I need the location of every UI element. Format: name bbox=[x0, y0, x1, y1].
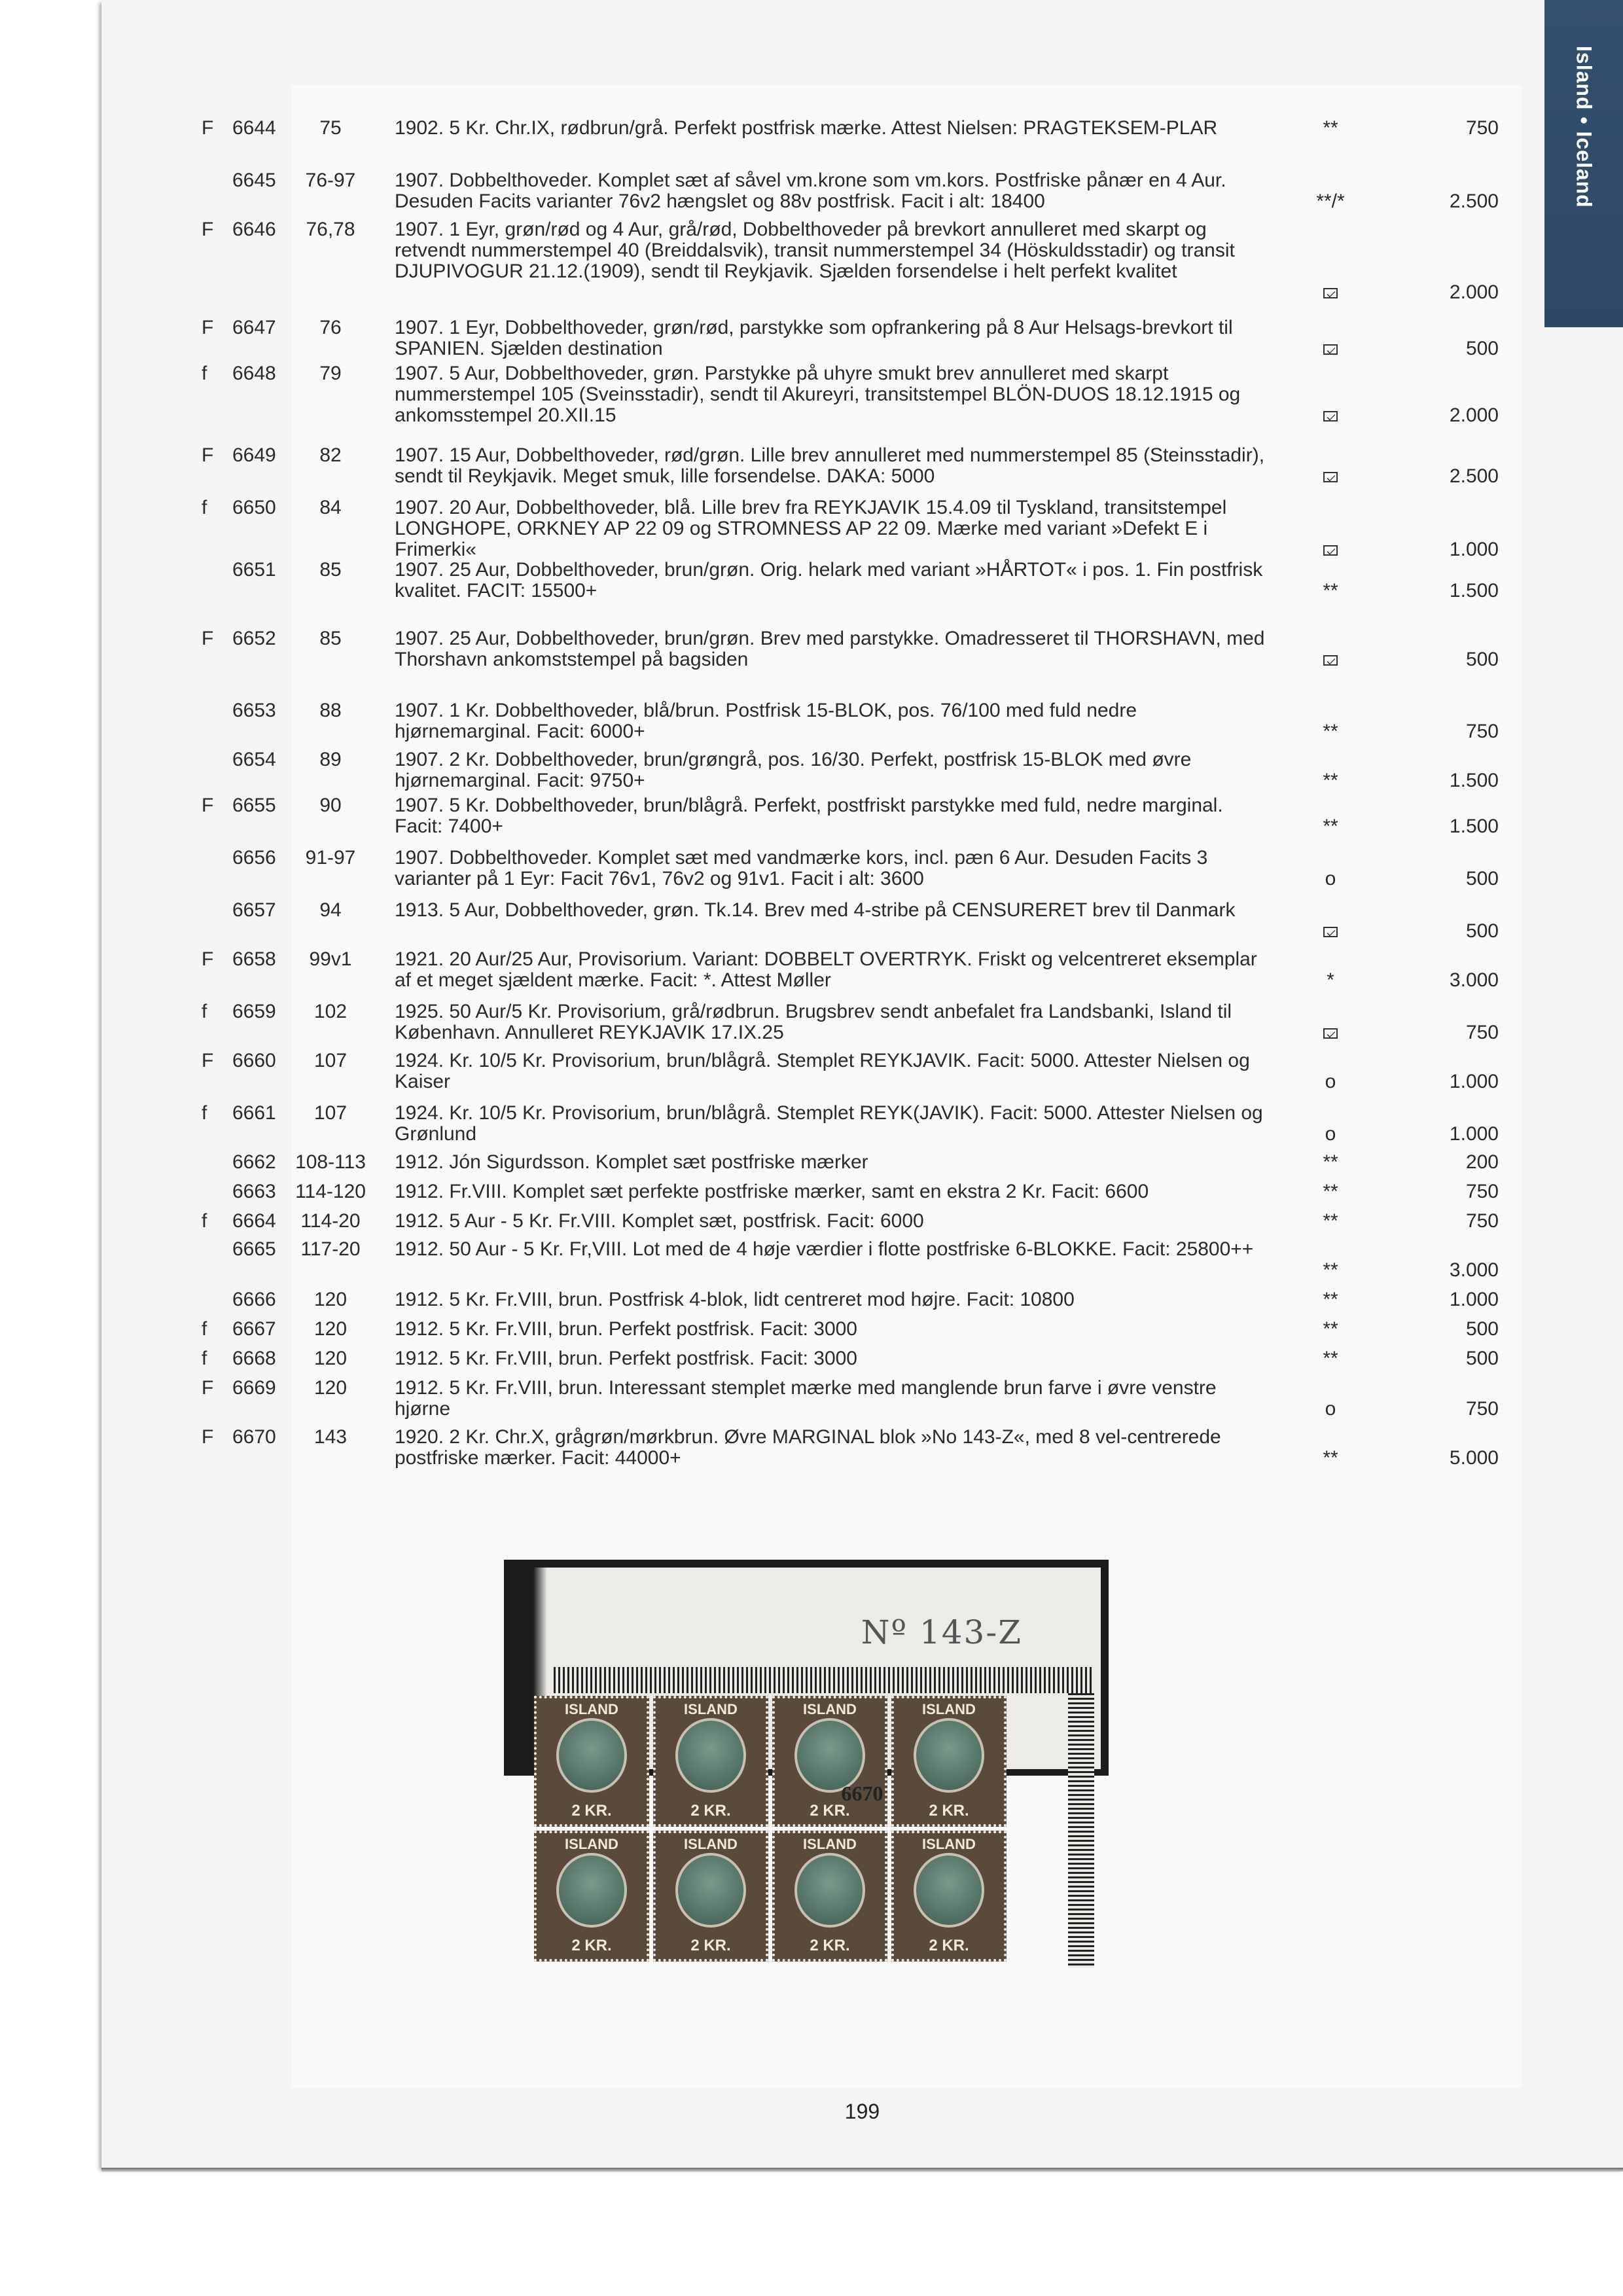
condition-mark: ** bbox=[1323, 1151, 1338, 1173]
lot-description: 1907. 20 Aur, Dobbelthoveder, blå. Lille brev fra REYKJAVIK 15.4.09 til Tyskland, transitstempel LONGHOPE, ORKNEY AP 22 09 og STROMNESS AP 22 09. Mærke med variant »Defekt E i Frimerki« bbox=[395, 497, 1227, 560]
catalog-number: 85 bbox=[319, 559, 342, 581]
lot-description: 1907. 5 Aur, Dobbelthoveder, grøn. Parstykke på uhyre smukt brev annulleret med skarpt nummerstempel 105 (Sveinsstadir), sendt til Akureyri, transitstempel BLÖN-DUOS 18.12.1915 og ankomsstempel 20.XII.15 bbox=[395, 363, 1241, 426]
lot-number: 6650 bbox=[232, 497, 276, 518]
lot-number: 6645 bbox=[232, 170, 276, 191]
margin-bars-right bbox=[1068, 1693, 1094, 1968]
sheet-number: Nº 143-Z bbox=[861, 1613, 1022, 1651]
lot-price: 2.000 bbox=[1449, 404, 1499, 426]
lot-number: 6668 bbox=[232, 1348, 276, 1369]
lot-flag: F bbox=[202, 1050, 214, 1071]
lot-price: 2.500 bbox=[1449, 465, 1499, 487]
lot-price: 200 bbox=[1465, 1151, 1499, 1173]
lot-price: 750 bbox=[1465, 1181, 1499, 1202]
margin-bars-top bbox=[554, 1667, 1094, 1693]
condition-mark: ** bbox=[1323, 1348, 1338, 1369]
lot-price: 3.000 bbox=[1449, 969, 1499, 991]
envelope-icon bbox=[1291, 405, 1370, 426]
stamp-value: 2 KR. bbox=[690, 1802, 731, 1820]
condition-mark: o bbox=[1325, 868, 1336, 889]
catalog-number: 88 bbox=[319, 700, 342, 721]
condition-mark: ** bbox=[1323, 1181, 1338, 1202]
lot-number: 6660 bbox=[232, 1050, 276, 1071]
stamp-country: ISLAND bbox=[684, 1836, 738, 1852]
lot-flag: f bbox=[202, 1102, 207, 1124]
lot-description: 1912. 50 Aur - 5 Kr. Fr,VIII. Lot med de 4 høje værdier i flotte postfriske 6-BLOKKE. Facit: 25800++ bbox=[395, 1238, 1254, 1260]
condition-mark: ** bbox=[1323, 816, 1338, 837]
lot-price: 1.000 bbox=[1449, 1123, 1499, 1145]
portrait-icon bbox=[794, 1853, 865, 1928]
lot-number: 6652 bbox=[232, 628, 276, 649]
stamp-country: ISLAND bbox=[565, 1836, 618, 1852]
lot-number: 6644 bbox=[232, 117, 276, 139]
catalog-number: 102 bbox=[313, 1001, 348, 1022]
lot-description: 1921. 20 Aur/25 Aur, Provisorium. Variant: DOBBELT OVERTRYK. Friskt og velcentreret eksemplar af et meget sjældent mærke. Facit: *. Attest Møller bbox=[395, 948, 1257, 991]
lot-number: 6656 bbox=[232, 847, 276, 869]
condition-mark: ** bbox=[1323, 1259, 1338, 1281]
lot-price: 1.500 bbox=[1449, 770, 1499, 791]
catalog-number: 108-113 bbox=[295, 1151, 366, 1173]
catalog-number: 76,78 bbox=[306, 219, 355, 240]
stamp-country: ISLAND bbox=[803, 1836, 857, 1852]
lot-number: 6653 bbox=[232, 700, 276, 721]
lot-description: 1907. 1 Eyr, grøn/rød og 4 Aur, grå/rød, Dobbelthoveder på brevkort annulleret med skarpt og retvendt nummerstempel 40 (Breiddalsvik), transit nummerstempel 34 (Höskuldsstadir) og transit DJUPIVOGUR 21.12.(1909), sendt til Reykjavik. Sjælden forsendelse i helt perfekt kvalitet bbox=[395, 219, 1235, 282]
lot-description: 1907. 25 Aur, Dobbelthoveder, brun/grøn. Brev med parstykke. Omadresseret til THORSHAVN, med Thorshavn ankomststempel på bagsiden bbox=[395, 628, 1265, 670]
lot-description: 1907. 1 Kr. Dobbelthoveder, blå/brun. Postfrisk 15-BLOK, pos. 76/100 med fuld nedre hjørnemarginal. Facit: 6000+ bbox=[395, 700, 1137, 742]
catalog-number: 76 bbox=[319, 317, 342, 338]
lot-flag: F bbox=[202, 317, 214, 338]
lot-description: 1912. 5 Kr. Fr.VIII, brun. Perfekt postfrisk. Facit: 3000 bbox=[395, 1318, 857, 1340]
lot-price: 500 bbox=[1465, 1318, 1499, 1340]
stamp bbox=[653, 1831, 768, 1962]
portrait-icon bbox=[556, 1853, 627, 1928]
lot-description: 1907. 2 Kr. Dobbelthoveder, brun/grøngrå, pos. 16/30. Perfekt, postfrisk 15-BLOK med øvre hjørnemarginal. Facit: 9750+ bbox=[395, 749, 1192, 791]
catalog-number: 85 bbox=[319, 628, 342, 649]
lot-price: 5.000 bbox=[1449, 1447, 1499, 1469]
stamp-value: 2 KR. bbox=[929, 1802, 969, 1820]
catalog-number: 94 bbox=[319, 899, 342, 921]
lot-number: 6651 bbox=[232, 559, 276, 581]
lot-description: 1912. Fr.VIII. Komplet sæt perfekte postfriske mærker, samt en ekstra 2 Kr. Facit: 6600 bbox=[395, 1181, 1149, 1202]
catalog-number: 79 bbox=[319, 363, 342, 384]
envelope-icon bbox=[1291, 338, 1370, 359]
section-tab bbox=[1544, 0, 1623, 327]
stamp-country: ISLAND bbox=[684, 1701, 738, 1717]
catalog-number: 114-120 bbox=[295, 1181, 366, 1202]
lot-description: 1907. 25 Aur, Dobbelthoveder, brun/grøn. Orig. helark med variant »HÅRTOT« i pos. 1. Fin postfrisk kvalitet. FACIT: 15500+ bbox=[395, 559, 1263, 601]
lot-description: 1912. 5 Kr. Fr.VIII, brun. Perfekt postfrisk. Facit: 3000 bbox=[395, 1348, 857, 1369]
condition-mark: **/* bbox=[1316, 190, 1345, 212]
lot-number: 6657 bbox=[232, 899, 276, 921]
condition-mark: * bbox=[1327, 969, 1334, 991]
lot-number: 6649 bbox=[232, 444, 276, 466]
lot-number: 6670 bbox=[232, 1426, 276, 1448]
stamp-value: 2 KR. bbox=[810, 1937, 850, 1954]
envelope-icon bbox=[1291, 649, 1370, 670]
stamp bbox=[891, 1696, 1007, 1827]
catalog-number: 143 bbox=[313, 1426, 348, 1448]
lot-price: 500 bbox=[1465, 1348, 1499, 1369]
lot-description: 1912. 5 Kr. Fr.VIII, brun. Postfrisk 4-blok, lidt centreret mod højre. Facit: 10800 bbox=[395, 1289, 1075, 1310]
lot-flag: F bbox=[202, 1377, 214, 1399]
lot-number: 6662 bbox=[232, 1151, 276, 1173]
stamp-country: ISLAND bbox=[922, 1701, 976, 1717]
catalog-number: 107 bbox=[313, 1050, 348, 1071]
stamp-country: ISLAND bbox=[565, 1701, 618, 1717]
lot-flag: f bbox=[202, 1001, 207, 1022]
stamp-value: 2 KR. bbox=[810, 1802, 850, 1820]
catalog-number: 89 bbox=[319, 749, 342, 770]
stamp-value: 2 KR. bbox=[929, 1937, 969, 1954]
condition-mark: ** bbox=[1323, 1289, 1338, 1310]
catalog-number: 84 bbox=[319, 497, 342, 518]
condition-mark: ** bbox=[1323, 1210, 1338, 1232]
lot-price: 500 bbox=[1465, 920, 1499, 942]
lot-number: 6667 bbox=[232, 1318, 276, 1340]
lot-price: 750 bbox=[1465, 1022, 1499, 1043]
catalog-number: 117-20 bbox=[300, 1238, 361, 1260]
envelope-icon bbox=[1291, 921, 1370, 942]
portrait-icon bbox=[914, 1853, 984, 1928]
envelope-icon bbox=[1291, 1022, 1370, 1043]
lot-flag: F bbox=[202, 795, 214, 816]
envelope-icon bbox=[1291, 282, 1370, 303]
catalog-number: 107 bbox=[313, 1102, 348, 1124]
envelope-icon bbox=[1291, 466, 1370, 487]
lot-number: 6647 bbox=[232, 317, 276, 338]
stamp bbox=[891, 1831, 1007, 1962]
lot-flag: f bbox=[202, 363, 207, 384]
lot-price: 750 bbox=[1465, 1210, 1499, 1232]
catalog-number: 90 bbox=[319, 795, 342, 816]
stamp-value: 2 KR. bbox=[571, 1802, 612, 1820]
lot-description: 1920. 2 Kr. Chr.X, grågrøn/mørkbrun. Øvre MARGINAL blok »No 143-Z«, med 8 vel-centrerede postfriske mærker. Facit: 44000+ bbox=[395, 1426, 1221, 1469]
lot-description: 1913. 5 Aur, Dobbelthoveder, grøn. Tk.14. Brev med 4-stribe på CENSURERET brev til Danmark bbox=[395, 899, 1236, 921]
lot-price: 1.000 bbox=[1449, 1289, 1499, 1310]
page-number: 199 bbox=[844, 2100, 880, 2123]
catalog-number: 120 bbox=[313, 1289, 348, 1310]
lot-number: 6646 bbox=[232, 219, 276, 240]
condition-mark: ** bbox=[1323, 1447, 1338, 1469]
catalog-number: 76-97 bbox=[305, 170, 356, 191]
lot-number: 6664 bbox=[232, 1210, 276, 1232]
lot-number: 6661 bbox=[232, 1102, 276, 1124]
catalog-number: 120 bbox=[313, 1377, 348, 1399]
lot-price: 750 bbox=[1465, 721, 1499, 742]
lot-number: 6666 bbox=[232, 1289, 276, 1310]
stamp-country: ISLAND bbox=[922, 1836, 976, 1852]
catalog-number: 114-20 bbox=[300, 1210, 361, 1232]
lot-description: 1907. Dobbelthoveder. Komplet sæt af såvel vm.krone som vm.kors. Postfriske pånær en 4 Aur. Desuden Facits varianter 76v2 hængslet og 88v postfrisk. Facit i alt: 18400 bbox=[395, 170, 1226, 212]
lot-price: 3.000 bbox=[1449, 1259, 1499, 1281]
catalog-number: 91-97 bbox=[305, 847, 356, 869]
condition-mark: o bbox=[1325, 1398, 1336, 1420]
lot-flag: f bbox=[202, 1210, 207, 1232]
lot-price: 500 bbox=[1465, 338, 1499, 359]
envelope-icon bbox=[1291, 539, 1370, 560]
lot-price: 2.000 bbox=[1449, 281, 1499, 303]
portrait-icon bbox=[675, 1853, 746, 1928]
lot-flag: f bbox=[202, 1348, 207, 1369]
lot-number: 6659 bbox=[232, 1001, 276, 1022]
lot-description: 1924. Kr. 10/5 Kr. Provisorium, brun/blågrå. Stemplet REYK(JAVIK). Facit: 5000. Attester Nielsen og Grønlund bbox=[395, 1102, 1263, 1145]
lot-price: 1.500 bbox=[1449, 580, 1499, 601]
lot-price: 500 bbox=[1465, 649, 1499, 670]
lot-price: 2.500 bbox=[1449, 190, 1499, 212]
lot-description: 1924. Kr. 10/5 Kr. Provisorium, brun/blågrå. Stemplet REYKJAVIK. Facit: 5000. Attester Nielsen og Kaiser bbox=[395, 1050, 1250, 1092]
lot-number: 6658 bbox=[232, 948, 276, 970]
stamp-country: ISLAND bbox=[803, 1701, 857, 1717]
condition-mark: ** bbox=[1323, 721, 1338, 742]
lot-description: 1907. 5 Kr. Dobbelthoveder, brun/blågrå. Perfekt, postfriskt parstykke med fuld, nedre marginal. Facit: 7400+ bbox=[395, 795, 1223, 837]
condition-mark: ** bbox=[1323, 770, 1338, 791]
lot-flag: F bbox=[202, 219, 214, 240]
lot-description: 1912. Jón Sigurdsson. Komplet sæt postfriske mærker bbox=[395, 1151, 868, 1173]
section-tab-label: Island • Iceland bbox=[1572, 46, 1596, 208]
condition-mark: o bbox=[1325, 1071, 1336, 1092]
stamp bbox=[653, 1696, 768, 1827]
catalog-page bbox=[101, 0, 1623, 2168]
lot-flag: F bbox=[202, 444, 214, 466]
lot-flag: f bbox=[202, 1318, 207, 1340]
figure-caption: 6670 bbox=[841, 1782, 883, 1805]
condition-mark: o bbox=[1325, 1123, 1336, 1145]
condition-mark: ** bbox=[1323, 117, 1338, 139]
catalog-number: 120 bbox=[313, 1318, 348, 1340]
lot-number: 6648 bbox=[232, 363, 276, 384]
stamp-value: 2 KR. bbox=[571, 1937, 612, 1954]
lot-description: 1907. Dobbelthoveder. Komplet sæt med vandmærke kors, incl. pæn 6 Aur. Desuden Facits 3 varianter på 1 Eyr: Facit 76v1, 76v2 og 91v1. Facit i alt: 3600 bbox=[395, 847, 1208, 889]
lot-flag: f bbox=[202, 497, 207, 518]
condition-mark: ** bbox=[1323, 1318, 1338, 1340]
lot-price: 750 bbox=[1465, 117, 1499, 139]
condition-mark: ** bbox=[1323, 580, 1338, 601]
catalog-number: 99v1 bbox=[309, 948, 352, 970]
lot-description: 1912. 5 Aur - 5 Kr. Fr.VIII. Komplet sæt, postfrisk. Facit: 6000 bbox=[395, 1210, 924, 1232]
lot-description: 1925. 50 Aur/5 Kr. Provisorium, grå/rødbrun. Brugsbrev sendt anbefalet fra Landsbanki, Island til København. Annulleret REYKJAVIK 17.IX.25 bbox=[395, 1001, 1232, 1043]
lot-description: 1902. 5 Kr. Chr.IX, rødbrun/grå. Perfekt postfrisk mærke. Attest Nielsen: PRAGTEKSEM-PLAR bbox=[395, 117, 1218, 139]
stamp-value: 2 KR. bbox=[690, 1937, 731, 1954]
stamp bbox=[772, 1831, 887, 1962]
lot-description: 1907. 15 Aur, Dobbelthoveder, rød/grøn. Lille brev annulleret med nummerstempel 85 (Steinsstadir), sendt til Reykjavik. Meget smuk, lille forsendelse. DAKA: 5000 bbox=[395, 444, 1265, 487]
lot-price: 750 bbox=[1465, 1398, 1499, 1420]
lot-number: 6655 bbox=[232, 795, 276, 816]
lot-flag: F bbox=[202, 628, 214, 649]
lot-number: 6665 bbox=[232, 1238, 276, 1260]
lot-description: 1907. 1 Eyr, Dobbelthoveder, grøn/rød, parstykke som opfrankering på 8 Aur Helsags-brevkort til SPANIEN. Sjælden destination bbox=[395, 317, 1233, 359]
lot-flag: F bbox=[202, 117, 214, 139]
lot-description: 1912. 5 Kr. Fr.VIII, brun. Interessant stemplet mærke med manglende brun farve i øvre venstre hjørne bbox=[395, 1377, 1217, 1420]
lot-number: 6663 bbox=[232, 1181, 276, 1202]
catalog-number: 75 bbox=[319, 117, 342, 139]
stamp bbox=[534, 1696, 649, 1827]
stamp bbox=[534, 1831, 649, 1962]
lot-number: 6669 bbox=[232, 1377, 276, 1399]
lot-flag: F bbox=[202, 1426, 214, 1448]
lot-number: 6654 bbox=[232, 749, 276, 770]
lot-flag: F bbox=[202, 948, 214, 970]
stamp bbox=[772, 1696, 887, 1827]
lot-price: 500 bbox=[1465, 868, 1499, 889]
lot-price: 1.000 bbox=[1449, 1071, 1499, 1092]
lot-price: 1.500 bbox=[1449, 816, 1499, 837]
catalog-number: 82 bbox=[319, 444, 342, 466]
catalog-number: 120 bbox=[313, 1348, 348, 1369]
lot-price: 1.000 bbox=[1449, 539, 1499, 560]
